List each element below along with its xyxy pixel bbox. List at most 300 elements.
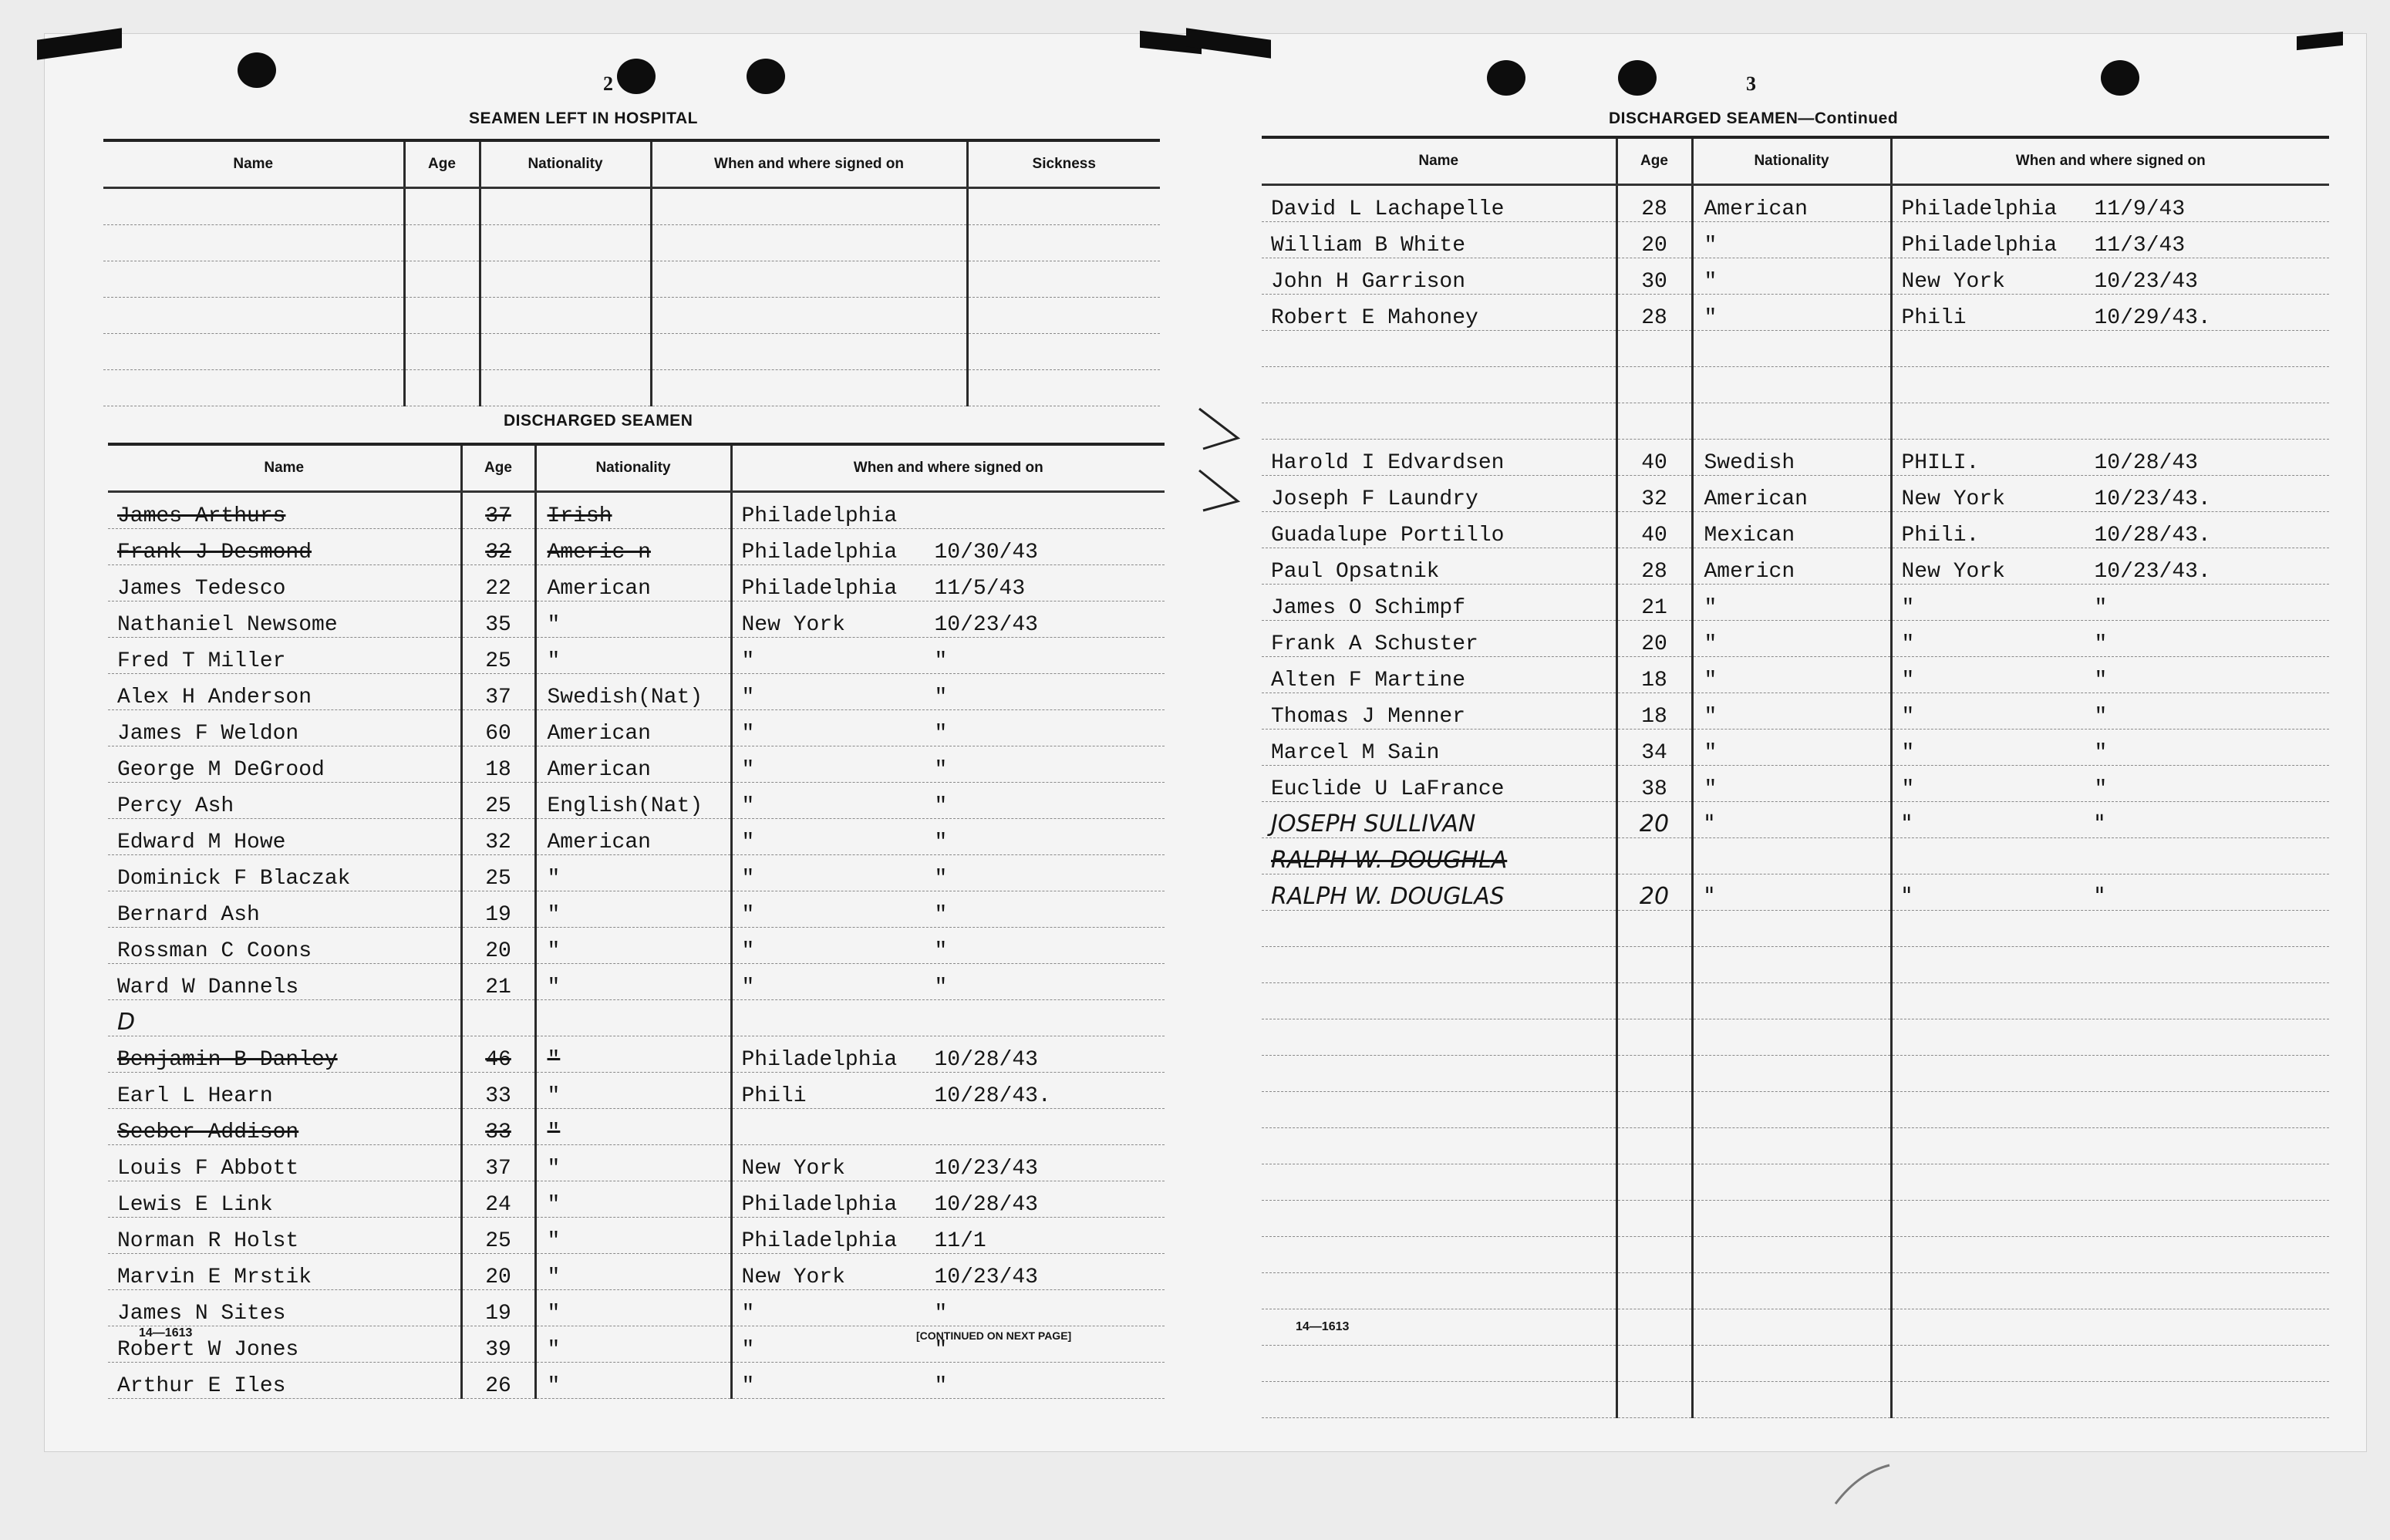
column-header: Nationality bbox=[1692, 137, 1891, 185]
empty-cell bbox=[1262, 1164, 1616, 1201]
signed-on-place: Philadelphia bbox=[741, 541, 898, 564]
table-row bbox=[1262, 548, 2329, 585]
signed-on-place: " bbox=[1901, 883, 1913, 910]
signed-on-place: " bbox=[741, 976, 755, 999]
table-row bbox=[108, 1181, 1165, 1218]
column-header: Name bbox=[108, 444, 461, 492]
empty-cell bbox=[1692, 1019, 1891, 1056]
column-header: Name bbox=[1262, 137, 1616, 185]
hospital-table bbox=[103, 139, 1160, 406]
table-row bbox=[108, 602, 1165, 638]
signed-on-place: New York bbox=[741, 613, 845, 637]
signed-on-date: " bbox=[2094, 705, 2108, 729]
seaman-name: Nathaniel Newsome bbox=[108, 602, 461, 638]
empty-cell bbox=[651, 188, 967, 225]
discharged-continued-table bbox=[1262, 136, 2329, 1418]
empty-cell bbox=[1262, 947, 1616, 983]
signed-on-place: " bbox=[741, 831, 755, 854]
table-row bbox=[108, 529, 1165, 565]
column-header: Sickness bbox=[967, 140, 1160, 188]
seaman-name: James Arthurs bbox=[108, 492, 461, 529]
hospital-section-title: SEAMEN LEFT IN HOSPITAL bbox=[469, 110, 698, 127]
form-number: 14—1613 bbox=[139, 1326, 193, 1339]
signed-on-date: " bbox=[2094, 777, 2108, 801]
table-row bbox=[1262, 222, 2329, 258]
empty-cell bbox=[404, 370, 480, 406]
empty-cell bbox=[1692, 1273, 1891, 1309]
signed-on-date: " bbox=[934, 1338, 948, 1362]
signed-on bbox=[731, 1254, 1165, 1290]
signed-on bbox=[1891, 331, 2329, 367]
empty-cell bbox=[404, 225, 480, 261]
signed-on bbox=[731, 855, 1165, 891]
seaman-age: 30 bbox=[1616, 258, 1692, 295]
binder-hole bbox=[747, 59, 785, 94]
empty-cell bbox=[1692, 1056, 1891, 1092]
signed-on bbox=[1891, 367, 2329, 403]
signed-on bbox=[1891, 185, 2329, 222]
empty-row bbox=[1262, 1092, 2329, 1128]
table-row bbox=[1262, 331, 2329, 367]
empty-row bbox=[103, 188, 1160, 225]
empty-cell bbox=[103, 334, 404, 370]
seaman-name: Earl L Hearn bbox=[108, 1073, 461, 1109]
empty-cell bbox=[1891, 1128, 2329, 1164]
signed-on-place: Philadelphia bbox=[741, 577, 898, 601]
seaman-nationality: " bbox=[1692, 657, 1891, 693]
empty-cell bbox=[1692, 1309, 1891, 1346]
signed-on-place: " bbox=[741, 867, 755, 891]
seaman-nationality: American bbox=[1692, 476, 1891, 512]
seaman-name: Guadalupe Portillo bbox=[1262, 512, 1616, 548]
signed-on-date: " bbox=[2094, 810, 2105, 837]
table-row bbox=[108, 746, 1165, 783]
table-row bbox=[1262, 730, 2329, 766]
signed-on bbox=[1891, 295, 2329, 331]
seaman-nationality: " bbox=[1692, 802, 1891, 838]
empty-cell bbox=[1616, 1128, 1692, 1164]
seaman-age: 60 bbox=[461, 710, 535, 746]
document-sheet bbox=[45, 34, 2366, 1451]
seaman-name: Dominick F Blaczak bbox=[108, 855, 461, 891]
empty-cell bbox=[480, 225, 651, 261]
signed-on-date: 10/23/43 bbox=[934, 1157, 1038, 1181]
seaman-nationality bbox=[535, 1000, 731, 1036]
table-row bbox=[1262, 657, 2329, 693]
empty-cell bbox=[1616, 911, 1692, 947]
empty-cell bbox=[1692, 1128, 1891, 1164]
signed-on-date: " bbox=[934, 867, 948, 891]
seaman-age: 28 bbox=[1616, 548, 1692, 585]
empty-cell bbox=[1891, 1019, 2329, 1056]
signed-on-place: " bbox=[741, 1338, 755, 1362]
seaman-nationality: " bbox=[535, 602, 731, 638]
empty-row bbox=[1262, 983, 2329, 1019]
seaman-nationality: Mexican bbox=[1692, 512, 1891, 548]
seaman-nationality: " bbox=[535, 964, 731, 1000]
seaman-nationality: " bbox=[535, 1326, 731, 1363]
empty-cell bbox=[404, 261, 480, 298]
signed-on bbox=[1891, 258, 2329, 295]
table-row bbox=[1262, 874, 2329, 911]
seaman-age: 37 bbox=[461, 674, 535, 710]
signed-on bbox=[1891, 657, 2329, 693]
seaman-nationality: " bbox=[535, 928, 731, 964]
seaman-name: Louis F Abbott bbox=[108, 1145, 461, 1181]
empty-cell bbox=[480, 370, 651, 406]
signed-on-place: " bbox=[741, 686, 755, 709]
table-row bbox=[108, 964, 1165, 1000]
seaman-nationality bbox=[1692, 838, 1891, 874]
empty-cell bbox=[103, 261, 404, 298]
seaman-name: Marcel M Sain bbox=[1262, 730, 1616, 766]
empty-row bbox=[103, 225, 1160, 261]
scratch-mark bbox=[1835, 1465, 1889, 1504]
seaman-age: 37 bbox=[461, 492, 535, 529]
empty-row bbox=[103, 334, 1160, 370]
empty-cell bbox=[967, 188, 1160, 225]
seaman-name: Joseph F Laundry bbox=[1262, 476, 1616, 512]
signed-on-place: Phili bbox=[1901, 306, 1967, 330]
seaman-age: 20 bbox=[461, 1254, 535, 1290]
empty-cell bbox=[1616, 983, 1692, 1019]
table-row bbox=[108, 674, 1165, 710]
seaman-age bbox=[1616, 367, 1692, 403]
signed-on bbox=[731, 638, 1165, 674]
signed-on-place: Phili. bbox=[1901, 524, 1980, 548]
signed-on bbox=[731, 819, 1165, 855]
binder-hole bbox=[238, 52, 276, 88]
table-row bbox=[1262, 838, 2329, 874]
signed-on-date: " bbox=[2094, 883, 2105, 910]
column-header: When and where signed on bbox=[1891, 137, 2329, 185]
seaman-nationality: " bbox=[1692, 295, 1891, 331]
empty-cell bbox=[1692, 1237, 1891, 1273]
seaman-name: Robert E Mahoney bbox=[1262, 295, 1616, 331]
seaman-nationality: Americn bbox=[1692, 548, 1891, 585]
empty-cell bbox=[1616, 1019, 1692, 1056]
empty-row bbox=[1262, 1128, 2329, 1164]
signed-on bbox=[731, 1145, 1165, 1181]
table-row bbox=[108, 1363, 1165, 1399]
empty-cell bbox=[1891, 947, 2329, 983]
signed-on-date: 10/23/43. bbox=[2094, 487, 2211, 511]
empty-cell bbox=[404, 188, 480, 225]
empty-cell bbox=[1262, 983, 1616, 1019]
column-header: When and where signed on bbox=[731, 444, 1165, 492]
seaman-age: 38 bbox=[1616, 766, 1692, 802]
seaman-name: Benjamin B Danley bbox=[108, 1036, 461, 1073]
seaman-age: 24 bbox=[461, 1181, 535, 1218]
signed-on bbox=[731, 1000, 1165, 1036]
seaman-name bbox=[1262, 331, 1616, 367]
empty-cell bbox=[103, 298, 404, 334]
empty-cell bbox=[967, 370, 1160, 406]
seaman-name: Lewis E Link bbox=[108, 1181, 461, 1218]
seaman-name: RALPH W. DOUGHLA bbox=[1262, 838, 1616, 874]
table-row bbox=[1262, 802, 2329, 838]
seaman-age: 20 bbox=[1616, 621, 1692, 657]
empty-row bbox=[1262, 1237, 2329, 1273]
table-row bbox=[1262, 512, 2329, 548]
seaman-nationality: " bbox=[1692, 693, 1891, 730]
table-row bbox=[108, 1073, 1165, 1109]
empty-row bbox=[1262, 1019, 2329, 1056]
signed-on-place: Philadelphia bbox=[741, 1193, 898, 1217]
signed-on-place: " bbox=[741, 939, 755, 963]
empty-cell bbox=[1616, 1309, 1692, 1346]
signed-on bbox=[1891, 730, 2329, 766]
empty-cell bbox=[1262, 1019, 1616, 1056]
signed-on-date: 10/23/43 bbox=[934, 1265, 1038, 1289]
signed-on bbox=[731, 1218, 1165, 1254]
seaman-age: 25 bbox=[461, 855, 535, 891]
signed-on bbox=[731, 565, 1165, 602]
table-row bbox=[1262, 766, 2329, 802]
signed-on bbox=[731, 964, 1165, 1000]
signed-on-date: 10/29/43. bbox=[2094, 306, 2211, 330]
seaman-nationality: " bbox=[535, 1036, 731, 1073]
table-row bbox=[108, 710, 1165, 746]
seaman-age: 32 bbox=[1616, 476, 1692, 512]
table-row bbox=[108, 1109, 1165, 1145]
empty-cell bbox=[1891, 911, 2329, 947]
seaman-age: 26 bbox=[461, 1363, 535, 1399]
torn-edge bbox=[2297, 32, 2343, 50]
empty-cell bbox=[1692, 911, 1891, 947]
seaman-nationality: American bbox=[535, 565, 731, 602]
seaman-name bbox=[1262, 403, 1616, 440]
signed-on-date: 11/1 bbox=[934, 1229, 986, 1253]
discharged-table bbox=[108, 443, 1165, 1399]
table-row bbox=[108, 1254, 1165, 1290]
empty-cell bbox=[1262, 911, 1616, 947]
signed-on-place: Phili bbox=[741, 1084, 807, 1108]
empty-cell bbox=[480, 188, 651, 225]
seaman-name: Paul Opsatnik bbox=[1262, 548, 1616, 585]
table-row bbox=[108, 1000, 1165, 1036]
table-row bbox=[1262, 295, 2329, 331]
binder-hole bbox=[617, 59, 656, 94]
signed-on bbox=[1891, 403, 2329, 440]
signed-on-date: 10/28/43 bbox=[934, 1048, 1038, 1072]
seaman-name: James O Schimpf bbox=[1262, 585, 1616, 621]
seaman-age: 22 bbox=[461, 565, 535, 602]
signed-on bbox=[731, 1290, 1165, 1326]
table-row bbox=[1262, 585, 2329, 621]
signed-on-date: " bbox=[2094, 669, 2108, 692]
seaman-nationality: " bbox=[535, 638, 731, 674]
seaman-nationality: " bbox=[535, 1181, 731, 1218]
seaman-nationality: " bbox=[535, 891, 731, 928]
signed-on-place: " bbox=[1901, 596, 1915, 620]
empty-cell bbox=[967, 298, 1160, 334]
signed-on bbox=[1891, 585, 2329, 621]
seaman-age: 19 bbox=[461, 891, 535, 928]
empty-cell bbox=[1891, 1237, 2329, 1273]
table-row bbox=[1262, 693, 2329, 730]
signed-on-place: " bbox=[1901, 705, 1915, 729]
signed-on-place: " bbox=[1901, 632, 1915, 656]
seaman-name bbox=[1262, 367, 1616, 403]
empty-cell bbox=[480, 334, 651, 370]
table-row bbox=[108, 1218, 1165, 1254]
table-row bbox=[108, 819, 1165, 855]
empty-cell bbox=[1262, 1346, 1616, 1382]
table-row bbox=[1262, 258, 2329, 295]
seaman-age: 28 bbox=[1616, 295, 1692, 331]
signed-on bbox=[731, 1109, 1165, 1145]
signed-on-date: " bbox=[934, 1374, 948, 1398]
seaman-nationality: " bbox=[1692, 585, 1891, 621]
seaman-name: William B White bbox=[1262, 222, 1616, 258]
seaman-name: Marvin E Mrstik bbox=[108, 1254, 461, 1290]
seaman-age bbox=[461, 1000, 535, 1036]
empty-cell bbox=[1692, 983, 1891, 1019]
empty-cell bbox=[1692, 1346, 1891, 1382]
signed-on bbox=[1891, 476, 2329, 512]
continued-section-title: DISCHARGED SEAMEN—Continued bbox=[1609, 110, 1899, 127]
table-row bbox=[108, 1145, 1165, 1181]
empty-row bbox=[1262, 1201, 2329, 1237]
empty-cell bbox=[967, 225, 1160, 261]
signed-on-place: " bbox=[741, 794, 755, 818]
table-row bbox=[108, 492, 1165, 529]
column-header: When and where signed on bbox=[651, 140, 967, 188]
signed-on-date: " bbox=[934, 686, 948, 709]
signed-on bbox=[731, 1181, 1165, 1218]
empty-cell bbox=[103, 225, 404, 261]
seaman-age: 33 bbox=[461, 1073, 535, 1109]
signed-on-date: " bbox=[934, 903, 948, 927]
empty-cell bbox=[1262, 1056, 1616, 1092]
table-row bbox=[108, 783, 1165, 819]
signed-on-place: Philadelphia bbox=[741, 1229, 898, 1253]
torn-edge bbox=[37, 28, 122, 59]
signed-on-place: New York bbox=[1901, 560, 2005, 584]
empty-cell bbox=[1616, 1346, 1692, 1382]
table-row bbox=[108, 891, 1165, 928]
signed-on bbox=[1891, 693, 2329, 730]
empty-cell bbox=[1692, 947, 1891, 983]
table-row bbox=[108, 638, 1165, 674]
seaman-nationality: Irish bbox=[535, 492, 731, 529]
signed-on bbox=[731, 783, 1165, 819]
seaman-name: James N Sites bbox=[108, 1290, 461, 1326]
empty-cell bbox=[1891, 1164, 2329, 1201]
signed-on-date: " bbox=[934, 722, 948, 746]
signed-on-place: New York bbox=[741, 1157, 845, 1181]
continued-table-header bbox=[1262, 137, 2329, 185]
seaman-age bbox=[1616, 838, 1692, 874]
seaman-name: Fred T Miller bbox=[108, 638, 461, 674]
seaman-name: Rossman C Coons bbox=[108, 928, 461, 964]
signed-on-place: PHILI. bbox=[1901, 451, 1980, 475]
signed-on-date: 10/28/43. bbox=[2094, 524, 2211, 548]
page-number: 3 bbox=[1746, 72, 1756, 95]
seaman-nationality: American bbox=[1692, 185, 1891, 222]
signed-on bbox=[731, 602, 1165, 638]
signed-on bbox=[1891, 838, 2329, 874]
binder-hole bbox=[1618, 60, 1657, 96]
empty-cell bbox=[1262, 1237, 1616, 1273]
signed-on-place: " bbox=[1901, 810, 1913, 837]
signed-on-place: " bbox=[1901, 777, 1915, 801]
empty-cell bbox=[404, 298, 480, 334]
empty-cell bbox=[651, 298, 967, 334]
seaman-name: John H Garrison bbox=[1262, 258, 1616, 295]
seaman-nationality: " bbox=[1692, 766, 1891, 802]
empty-cell bbox=[1891, 983, 2329, 1019]
signed-on-place: " bbox=[741, 649, 755, 673]
seaman-age: 32 bbox=[461, 819, 535, 855]
empty-cell bbox=[1616, 1056, 1692, 1092]
seaman-age: 25 bbox=[461, 1218, 535, 1254]
signed-on-place: New York bbox=[741, 1265, 845, 1289]
signed-on-place: Philadelphia bbox=[1901, 197, 2058, 221]
seaman-nationality: " bbox=[1692, 730, 1891, 766]
column-header: Nationality bbox=[535, 444, 731, 492]
signed-on-date: 10/23/43 bbox=[934, 613, 1038, 637]
empty-cell bbox=[1616, 1237, 1692, 1273]
empty-cell bbox=[651, 225, 967, 261]
seaman-nationality: " bbox=[535, 855, 731, 891]
empty-row bbox=[1262, 1164, 2329, 1201]
empty-cell bbox=[480, 261, 651, 298]
empty-cell bbox=[651, 334, 967, 370]
empty-row bbox=[1262, 1382, 2329, 1418]
empty-cell bbox=[1891, 1273, 2329, 1309]
seaman-age: 34 bbox=[1616, 730, 1692, 766]
page-number: 2 bbox=[603, 72, 613, 95]
seaman-name: Euclide U LaFrance bbox=[1262, 766, 1616, 802]
seaman-age: 20 bbox=[1616, 222, 1692, 258]
seaman-age: 39 bbox=[461, 1326, 535, 1363]
empty-cell bbox=[103, 188, 404, 225]
seaman-name: Arthur E Iles bbox=[108, 1363, 461, 1399]
signed-on bbox=[731, 1073, 1165, 1109]
seaman-nationality: American bbox=[535, 746, 731, 783]
column-header: Age bbox=[404, 140, 480, 188]
empty-cell bbox=[1616, 1382, 1692, 1418]
signed-on-date: 10/28/43 bbox=[2094, 451, 2198, 475]
signed-on-date: 10/23/43 bbox=[2094, 270, 2198, 294]
seaman-age: 32 bbox=[461, 529, 535, 565]
seaman-age: 20 bbox=[461, 928, 535, 964]
table-row bbox=[1262, 476, 2329, 512]
signed-on-place: " bbox=[741, 903, 755, 927]
seaman-nationality: English(Nat) bbox=[535, 783, 731, 819]
empty-cell bbox=[1262, 1092, 1616, 1128]
signed-on-date: 10/30/43 bbox=[934, 541, 1038, 564]
empty-cell bbox=[1692, 1092, 1891, 1128]
empty-cell bbox=[1262, 1201, 1616, 1237]
signed-on bbox=[731, 1363, 1165, 1399]
signed-on bbox=[1891, 548, 2329, 585]
empty-cell bbox=[1891, 1201, 2329, 1237]
signed-on bbox=[731, 674, 1165, 710]
table-row bbox=[1262, 403, 2329, 440]
seaman-age: 40 bbox=[1616, 440, 1692, 476]
signed-on-date: " bbox=[2094, 741, 2108, 765]
empty-cell bbox=[1891, 1346, 2329, 1382]
continued-note: [CONTINUED ON NEXT PAGE] bbox=[916, 1329, 1072, 1342]
empty-cell bbox=[404, 334, 480, 370]
column-header: Nationality bbox=[480, 140, 651, 188]
empty-cell bbox=[1891, 1382, 2329, 1418]
seaman-name: RALPH W. DOUGLAS bbox=[1262, 874, 1616, 911]
seaman-name: James F Weldon bbox=[108, 710, 461, 746]
